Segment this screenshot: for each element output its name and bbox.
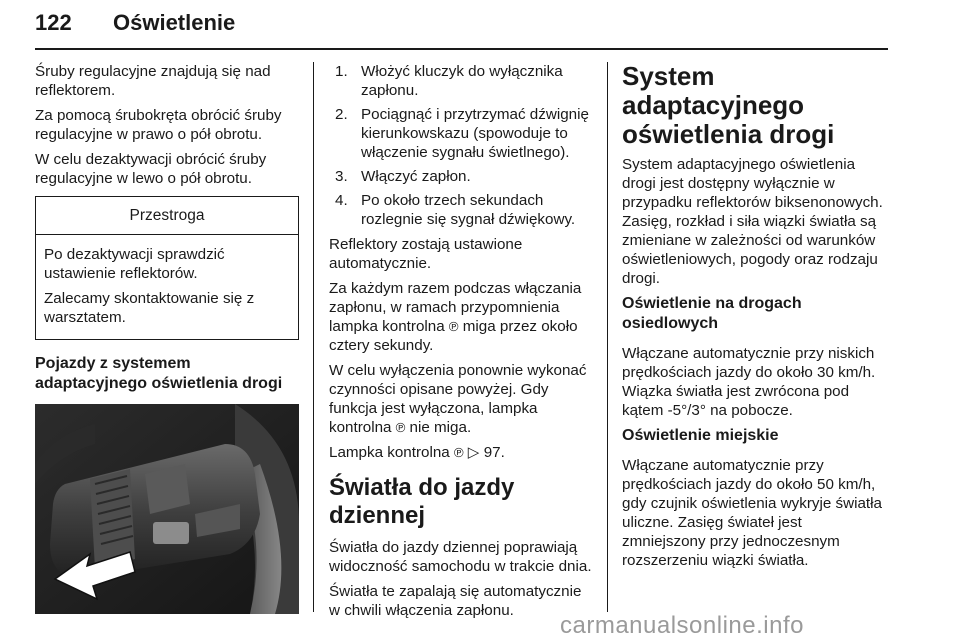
list-item [329, 191, 593, 229]
section-heading: System adaptacyjnego oświetlenia drogi [622, 61, 835, 149]
adaptive-headlight-lamp-icon: ℗ [448, 319, 459, 334]
text-span: miga przez około cztery sekundy. [329, 318, 578, 354]
lever-illustration [35, 404, 299, 614]
page-number: 122 [35, 10, 72, 35]
column-middle [329, 62, 593, 626]
paragraph: W celu dezaktywacji obrócić śruby regulacyjne w lewo o pół obrotu. [35, 151, 267, 187]
warning-title: Przestroga [36, 197, 298, 235]
page-header [35, 8, 888, 50]
section-heading: Pojazdy z systemem adaptacyjnego oświetlenia drogi [35, 355, 283, 392]
column-divider [313, 62, 314, 612]
warning-text: Po dezaktywacji sprawdzić ustawienie reflektorów. [44, 246, 225, 282]
paragraph [329, 279, 593, 355]
subsection-heading: Oświetlenie miejskie [622, 427, 779, 444]
triangle-ref-icon[interactable]: ▷ [467, 444, 480, 461]
step-text: Pociągnąć i przytrzymać dźwignię kierunkowskazu (spowoduje to włączenie sygnału świetlnego). [361, 106, 589, 161]
column-left [35, 62, 299, 614]
paragraph: Reflektory zostają ustawione automatycznie. [329, 236, 523, 272]
paragraph: Włączane automatycznie przy prędkościach jazdy do około 50 km/h, gdy czujnik oświetlenia wykryje światła uliczne. Zasięg świateł jest zmniejszony przy jednoczesnym rozszerzeniu wiązki światła. [622, 457, 882, 569]
text-span: Za każdym razem podczas włączania zapłonu, w ramach przypomnienia lampka kontrolna [329, 280, 582, 335]
paragraph: Za pomocą śrubokręta obrócić śruby regulacyjne w prawo o pół obrotu. [35, 107, 282, 143]
paragraph [329, 361, 593, 437]
warning-body [36, 235, 298, 339]
section-heading: Światła do jazdy dziennej [329, 474, 515, 529]
step-list [329, 62, 593, 229]
adaptive-headlight-lamp-icon: ℗ [453, 445, 464, 460]
step-number: 1. [335, 63, 348, 80]
turn-signal-lever-photo [35, 404, 299, 614]
text-span: nie miga. [409, 419, 472, 436]
subsection-heading: Oświetlenie na drogach osiedlowych [622, 295, 802, 332]
list-item [329, 105, 593, 162]
paragraph: Śruby regulacyjne znajdują się nad reflektorem. [35, 63, 271, 99]
warning-text: Zalecamy skontaktowanie się z warsztatem. [44, 290, 255, 326]
step-number: 3. [335, 168, 348, 185]
paragraph: Włączane automatycznie przy niskich prędkościach jazdy do około 30 km/h. Wiązka światła jest zwrócona pod kątem -5°/3° na pobocze. [622, 345, 876, 419]
paragraph: Światła do jazdy dziennej poprawiają widoczność samochodu w trakcie dnia. [329, 539, 592, 575]
page-title: Oświetlenie [113, 10, 236, 35]
text-span: W celu wyłączenia ponownie wykonać czynności opisane powyżej. Gdy funkcja jest wyłączona, lampka kontrolna [329, 362, 587, 436]
list-item [329, 62, 593, 100]
step-text: Włożyć kluczyk do wyłącznika zapłonu. [361, 63, 563, 99]
list-item [329, 167, 593, 186]
step-text: Włączyć zapłon. [361, 168, 471, 185]
page-reference[interactable]: 97. [483, 444, 505, 461]
paragraph [329, 443, 593, 462]
column-right [622, 62, 888, 576]
paragraph: Światła te zapalają się automatycznie w chwili włączenia zapłonu. [329, 583, 582, 619]
text-span: Lampka kontrolna [329, 444, 450, 461]
step-number: 2. [335, 106, 348, 123]
step-text: Po około trzech sekundach rozlegnie się sygnał dźwiękowy. [361, 192, 576, 228]
column-divider [607, 62, 608, 612]
step-number: 4. [335, 192, 348, 209]
watermark: carmanualsonline.info [560, 612, 804, 639]
adaptive-headlight-lamp-icon: ℗ [395, 420, 406, 435]
warning-box [35, 196, 299, 340]
paragraph: System adaptacyjnego oświetlenia drogi jest dostępny wyłącznie w przypadku reflektorów biksenonowych. Zasięg, rozkład i siła wiązki światła są zmieniane w zależności od warunków oświetleniowych, pogody oraz rodzaju drogi. [622, 156, 883, 287]
